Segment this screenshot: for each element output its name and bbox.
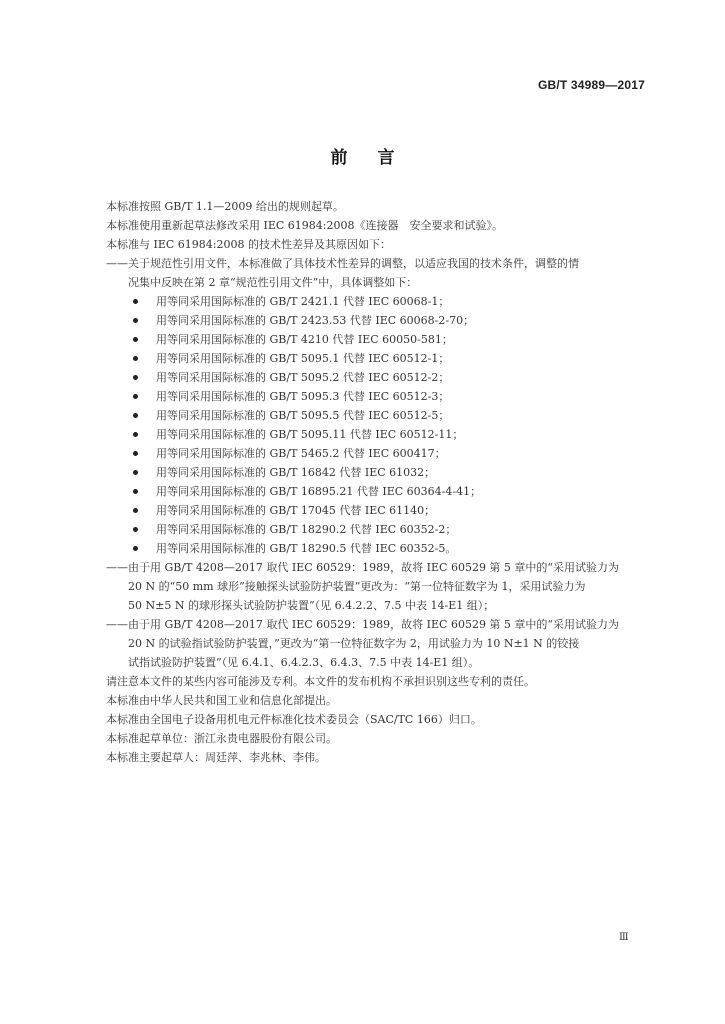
dash-item-normative-refs-cont: 况集中反映在第 2 章“规范性引用文件”中，具体调整如下： <box>128 276 418 289</box>
list-item-text: 用等同采用国际标准的 GB/T 16842 代替 IEC 61032； <box>156 466 436 479</box>
list-item-text: 用等同采用国际标准的 GB/T 2421.1 代替 IEC 60068-1； <box>156 295 450 308</box>
list-item-text: 用等同采用国际标准的 GB/T 16895.21 代替 IEC 60364-4-41； <box>156 485 482 498</box>
dash-item-normative-refs: ——关于规范性引用文件，本标准做了具体技术性差异的调整，以适应我国的技术条件，调整的情 <box>106 257 579 270</box>
list-item <box>106 482 646 501</box>
dash-item-ip-first-digit-1-cont: 20 N 的“50 mm 球形”接触探头试验防护装置”更改为：“第一位特征数字为 1，采用试验力为 <box>128 580 586 593</box>
list-item-text: 用等同采用国际标准的 GB/T 2423.53 代替 IEC 60068-2-70； <box>156 314 475 327</box>
list-item <box>106 311 646 330</box>
bullet-icon <box>133 451 138 456</box>
dash-item-ip-first-digit-2-cont: 试指试验防护装置”（见 6.4.1、6.4.2.3、6.4.3、7.5 中表 14-E1 组）。 <box>128 656 480 669</box>
bullet-icon <box>133 432 138 437</box>
bullet-icon <box>133 394 138 399</box>
paragraph-differences-intro: 本标准与 IEC 61984:2008 的技术性差异及其原因如下： <box>106 238 391 251</box>
list-item-text: 用等同采用国际标准的 GB/T 18290.2 代替 IEC 60352-2； <box>156 523 457 536</box>
paragraph-administered-by: 本标准由全国电子设备用机电元件标准化技术委员会（SAC/TC 166）归口。 <box>106 713 482 726</box>
standard-code: GB/T 34989—2017 <box>537 78 645 92</box>
list-item <box>106 463 646 482</box>
list-item <box>106 368 646 387</box>
bullet-icon <box>133 546 138 551</box>
list-item-text: 用等同采用国际标准的 GB/T 5095.1 代替 IEC 60512-1； <box>156 352 450 365</box>
list-item <box>106 501 646 520</box>
list-item <box>106 330 646 349</box>
list-item-text: 用等同采用国际标准的 GB/T 5095.5 代替 IEC 60512-5； <box>156 409 450 422</box>
list-item <box>106 406 646 425</box>
dash-item-ip-first-digit-2-cont: 20 N 的试验指试验防护装置，”更改为“第一位特征数字为 2，用试验力为 10 N±1 N 的铰接 <box>128 637 580 650</box>
list-item-text: 用等同采用国际标准的 GB/T 4210 代替 IEC 60050-581； <box>156 333 453 346</box>
list-item <box>106 425 646 444</box>
paragraph-drafting-organization: 本标准起草单位：浙江永贵电器股份有限公司。 <box>106 732 337 745</box>
paragraph-drafting-rules: 本标准按照 GB/T 1.1—2009 给出的规则起草。 <box>106 200 344 213</box>
list-item-text: 用等同采用国际标准的 GB/T 5095.11 代替 IEC 60512-11； <box>156 428 464 441</box>
bullet-icon <box>133 356 138 361</box>
foreword-body <box>106 197 646 767</box>
paragraph-proposed-by: 本标准由中华人民共和国工业和信息化部提出。 <box>106 694 337 707</box>
page-number: Ⅲ <box>619 932 629 943</box>
bullet-icon <box>133 508 138 513</box>
list-item-text: 用等同采用国际标准的 GB/T 5465.2 代替 IEC 600417； <box>156 447 446 460</box>
bullet-icon <box>133 489 138 494</box>
list-item <box>106 292 646 311</box>
list-item <box>106 444 646 463</box>
list-item-text: 用等同采用国际标准的 GB/T 17045 代替 IEC 61140； <box>156 504 436 517</box>
bullet-icon <box>133 337 138 342</box>
dash-item-ip-first-digit-1-cont: 50 N±5 N 的球形探头试验防护装置”（见 6.4.2.2、7.5 中表 14-E1 组）； <box>128 599 495 612</box>
bullet-icon <box>133 470 138 475</box>
list-item-text: 用等同采用国际标准的 GB/T 5095.3 代替 IEC 60512-3； <box>156 390 450 403</box>
paragraph-drafters: 本标准主要起草人：周廷萍、李兆林、李伟。 <box>106 751 326 764</box>
list-item <box>106 387 646 406</box>
list-item-text: 用等同采用国际标准的 GB/T 5095.2 代替 IEC 60512-2； <box>156 371 450 384</box>
bullet-icon <box>133 413 138 418</box>
bullet-icon <box>133 299 138 304</box>
bullet-icon <box>133 527 138 532</box>
bullet-icon <box>133 375 138 380</box>
paragraph-adoption-method: 本标准使用重新起草法修改采用 IEC 61984:2008《连接器 安全要求和试验》。 <box>106 219 503 232</box>
list-item <box>106 520 646 539</box>
list-item-text: 用等同采用国际标准的 GB/T 18290.5 代替 IEC 60352-5。 <box>156 542 457 555</box>
paragraph-patent-notice: 请注意本文件的某些内容可能涉及专利。本文件的发布机构不承担识别这些专利的责任。 <box>106 675 535 688</box>
list-item <box>106 539 646 558</box>
dash-item-ip-first-digit-2: ——由于用 GB/T 4208—2017 取代 IEC 60529：1989，故将 IEC 60529 第 5 章中的“采用试验力为 <box>106 618 620 631</box>
bullet-icon <box>133 318 138 323</box>
list-item <box>106 349 646 368</box>
page-title: 前言 <box>330 148 425 168</box>
dash-item-ip-first-digit-1: ——由于用 GB/T 4208—2017 取代 IEC 60529：1989，故将 IEC 60529 第 5 章中的“采用试验力为 <box>106 561 620 574</box>
